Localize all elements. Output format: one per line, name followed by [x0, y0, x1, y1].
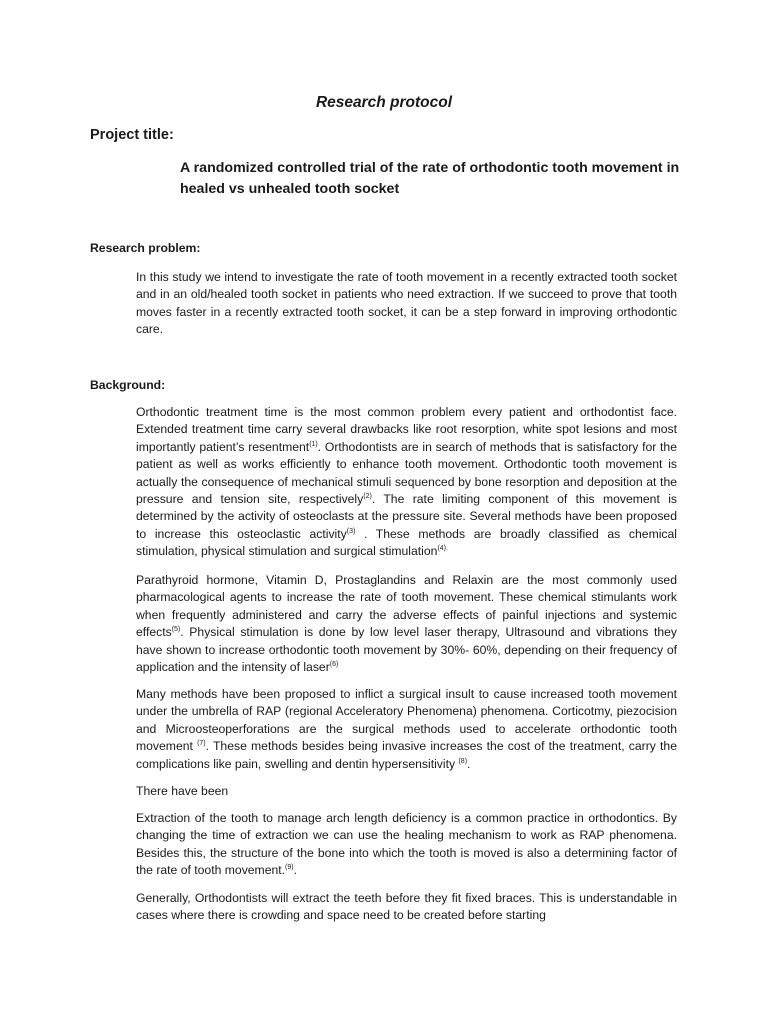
research-problem-paragraph: In this study we intend to investigate the rate of tooth movement in a recently extracted tooth socket and in an old/healed tooth socket in patients who need extraction. If we succeed to prove that tooth moves faster in a recently extracted tooth socket, it can be a step forward in improving orthodontic care.: [136, 270, 677, 337]
text-run: .: [293, 863, 297, 878]
citation-ref: (7): [197, 740, 206, 748]
text-run: . Physical stimulation is done by low level laser therapy, Ultrasound and vibrations they have shown to increase orthodontic tooth movement by 30%- 60%, depending on their frequency of application and the intensity of laser: [136, 625, 677, 675]
text-run: Many methods have been proposed to inflict a surgical insult to cause increased tooth movement under the umbrella of RAP (regional Acceleratory Phenomena) phenomena. Corticotmy, piezocision and Microosteoperforations are the surgical methods used to accelerate orthodontic tooth movement: [136, 687, 677, 754]
background-paragraph-3: [136, 686, 677, 773]
research-problem-heading: Research problem:: [90, 241, 201, 255]
project-title: A randomized controlled trial of the rate of orthodontic tooth movement in healed vs unhealed tooth socket: [180, 160, 680, 197]
text-run: Parathyroid hormone, Vitamin D, Prostaglandins and Relaxin are the most commonly used pharmacological agents to increase the rate of tooth movement. These chemical stimulants work when frequently administered and carry the adverse effects of painful injections and systemic effects: [136, 573, 677, 640]
text-run: Orthodontic treatment time is the most common problem every patient and orthodontist face. Extended treatment time carry several drawbacks like root resorption, white spot lesions and most importantly patient’s resentment: [136, 405, 677, 454]
text-run: . Orthodontists are in search of methods that is satisfactory for the patient as well as works efficiently to enhance tooth movement. Orthodontic tooth movement is actually the consequence of mechanical stimuli sequenced by bone resorption and deposition at the pressure and tension site, respectively: [136, 439, 677, 507]
document-title: Research protocol: [315, 94, 453, 111]
text-run: .: [467, 756, 471, 771]
citation-ref: (1): [309, 440, 318, 448]
background-paragraph-1: [136, 404, 677, 561]
project-title-label: Project title:: [90, 127, 174, 143]
background-paragraph-2: [136, 572, 677, 676]
citation-ref: (2): [363, 492, 372, 500]
citation-ref: (4).: [437, 545, 448, 553]
citation-ref: (3): [346, 527, 356, 535]
background-paragraph-4: There have been: [136, 784, 229, 798]
background-paragraph-5: [136, 810, 677, 880]
text-run: Extraction of the tooth to manage arch length deficiency is a common practice in orthodontics. By changing the time of extraction we can use the healing mechanism to work as RAP phenomena. Besides this, the structure of the bone into which the tooth is moved is also a determining factor of the rate of tooth movement.: [136, 811, 677, 878]
citation-ref: (8): [458, 757, 468, 765]
citation-ref: (9): [285, 864, 294, 872]
background-paragraph-6: Generally, Orthodontists will extract the teeth before they fit fixed braces. This is understandable in cases where there is crowding and space need to be created before starting: [136, 891, 677, 923]
background-heading: Background:: [90, 378, 166, 392]
text-run: . These methods are broadly classified as chemical stimulation, physical stimulation and surgical stimulation: [136, 526, 678, 559]
text-run: . The rate limiting component of this movement is determined by the activity of osteoclasts at the pressure site. Several methods have been proposed to increase this osteoclastic activity: [136, 492, 678, 541]
text-run: . These methods besides being invasive increases the cost of the treatment, carry the complications like pain, swelling and dentin hypersensitivity: [136, 739, 677, 771]
citation-ref: (5): [171, 626, 181, 634]
citation-ref: (6): [329, 660, 339, 668]
